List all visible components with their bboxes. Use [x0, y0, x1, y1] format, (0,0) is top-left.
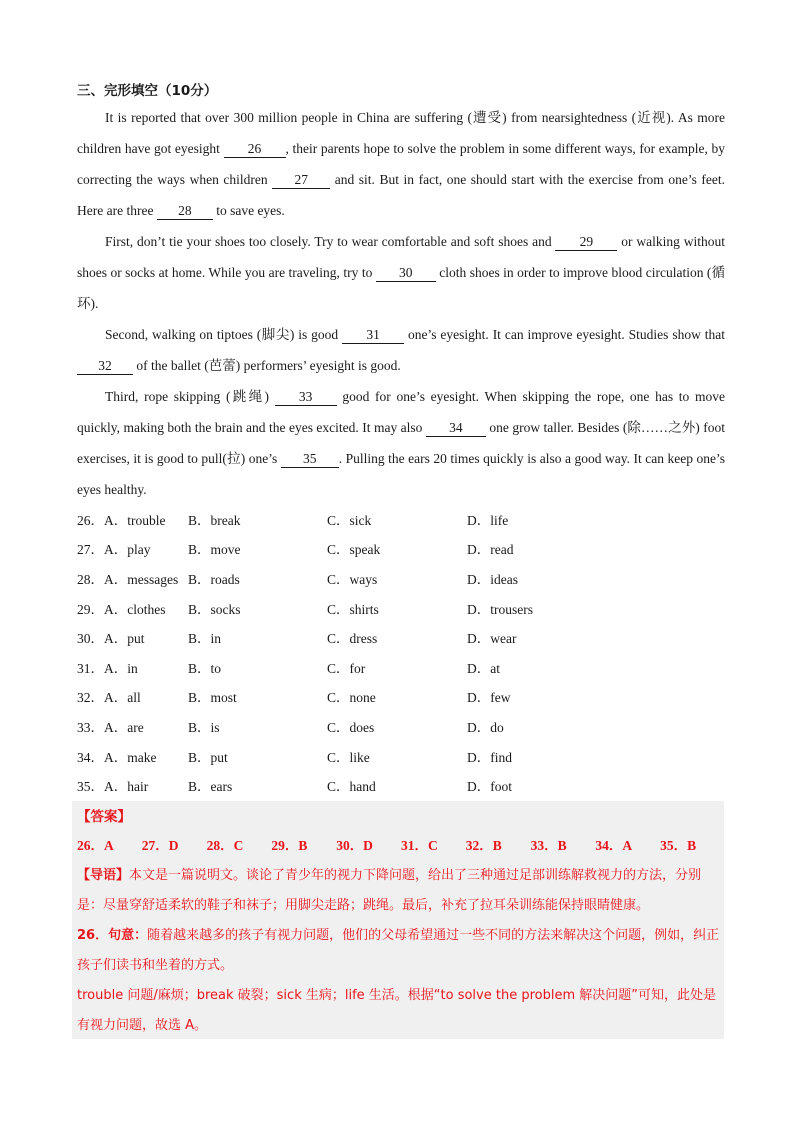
blank-32: 32 — [77, 357, 133, 375]
q26-explanation: trouble 问题/麻烦；break 破裂；sick 生病；life 生活。根据“to solve the problem 解决问题”可知，此处是有视力问题，故选 A。 — [77, 988, 716, 1033]
option-d: D．wear — [467, 631, 517, 647]
option-row — [77, 563, 737, 593]
answer-key: 26．A — [77, 838, 114, 853]
option-d: D．foot — [467, 779, 512, 795]
answer-keys — [77, 831, 725, 861]
text: good for one’s eyesight. When skipping the rope, one has to move quickly, making both the brain and the eyes excited. It may also — [77, 389, 725, 435]
option-d: D．at — [467, 660, 500, 676]
q26-label: 26．句意： — [77, 928, 148, 943]
blank-29: 29 — [555, 233, 617, 251]
option-c: C．hand — [327, 779, 376, 795]
options-list — [77, 504, 737, 800]
option-row — [77, 711, 737, 741]
option-row — [77, 593, 737, 623]
answer-key: 29．B — [271, 838, 308, 853]
option-a: 26．A．trouble — [77, 512, 166, 528]
option-row — [77, 504, 737, 534]
text: First, don’t tie your shoes too closely. Try to wear comfortable and soft shoes and — [105, 234, 556, 249]
text: . Pulling the ears 20 times quickly is also a good way. It can keep one’s eyes healthy. — [77, 451, 726, 497]
option-b: B．put — [188, 749, 228, 765]
text: or walking without shoes or socks at home. While you are traveling, try to — [77, 234, 725, 280]
text: cloth shoes in order to improve blood circulation (循环). — [77, 265, 726, 311]
option-d: D．trousers — [467, 601, 533, 617]
option-row — [77, 652, 737, 682]
blank-35: 35 — [281, 450, 339, 468]
option-b: B．break — [188, 512, 241, 528]
text: and sit. But in fact, one should start with the exercise from one’s feet. Here are three — [77, 172, 725, 218]
option-a: 35．A．hair — [77, 779, 149, 795]
option-d: D．do — [467, 719, 504, 735]
answer-key: 27．D — [141, 838, 179, 853]
option-b: B．move — [188, 542, 241, 558]
paragraph-3 — [77, 319, 725, 381]
guide-text — [77, 861, 725, 921]
answer-key: 34．A — [595, 838, 633, 853]
paragraph-4 — [77, 381, 725, 505]
option-a: 30．A．put — [77, 631, 145, 647]
option-b: B．in — [188, 631, 222, 647]
option-a: 27．A．play — [77, 542, 151, 558]
option-row — [77, 534, 737, 564]
paragraph-1 — [77, 102, 725, 226]
text: of the ballet (芭蕾) performers’ eyesight is good. — [133, 358, 401, 373]
option-c: C．none — [327, 690, 376, 706]
text: one grow taller. Besides (除……之外) foot exercises, it is good to pull(拉) one’s — [77, 420, 725, 466]
option-b: B．is — [188, 719, 220, 735]
text: It is reported that over 300 million people in China are suffering (遭受) from nearsightedness (近视). As more children have got eyesight — [77, 110, 725, 156]
option-b: B．roads — [188, 571, 240, 587]
option-b: B．to — [188, 660, 222, 676]
option-row — [77, 741, 737, 771]
blank-31: 31 — [342, 326, 404, 344]
option-a: 34．A．make — [77, 749, 157, 765]
answer-key: 33．B — [530, 838, 567, 853]
option-b: B．ears — [188, 779, 233, 795]
option-c: C．does — [327, 719, 375, 735]
option-b: B．most — [188, 690, 237, 706]
answer-key: 35．B — [660, 838, 697, 853]
option-a: 33．A．are — [77, 719, 144, 735]
blank-34: 34 — [426, 419, 486, 437]
option-c: C．sick — [327, 512, 372, 528]
text: one’s eyesight. It can improve eyesight. Studies show that — [404, 327, 725, 342]
option-a: 31．A．in — [77, 660, 138, 676]
guide-label: 【导语】 — [77, 868, 130, 883]
option-d: D．life — [467, 512, 509, 528]
option-c: C．speak — [327, 542, 381, 558]
option-d: D．few — [467, 690, 511, 706]
option-c: C．ways — [327, 571, 378, 587]
option-row — [77, 682, 737, 712]
q26-translation — [77, 921, 725, 981]
option-a: 32．A．all — [77, 690, 141, 706]
answer-key: 28．C — [206, 838, 244, 853]
option-c: C．shirts — [327, 601, 379, 617]
option-row — [77, 770, 737, 800]
option-d: D．ideas — [467, 571, 518, 587]
text: Second, walking on tiptoes (脚尖) is good — [105, 327, 343, 342]
answer-key: 30．D — [336, 838, 373, 853]
text: to save eyes. — [212, 203, 285, 218]
answer-key: 31．C — [400, 838, 438, 853]
section-title: 三、完形填空（10分） — [77, 83, 218, 99]
paragraph-2 — [77, 226, 725, 319]
option-b: B．socks — [188, 601, 241, 617]
option-d: D．read — [467, 542, 514, 558]
blank-30: 30 — [376, 264, 436, 282]
text: , their parents hope to solve the problem in some different ways, for example, by correcting the ways when children — [77, 141, 725, 187]
blank-33: 33 — [275, 388, 337, 406]
option-a: 29．A．clothes — [77, 601, 166, 617]
option-a: 28．A．messages — [77, 571, 179, 587]
blank-27: 27 — [272, 171, 330, 189]
text: 随着越来越多的孩子有视力问题，他们的父母希望通过一些不同的方法来解决这个问题，例如，纠正孩子们读书和坐着的方式。 — [77, 928, 720, 973]
option-c: C．like — [327, 749, 370, 765]
option-c: C．dress — [327, 631, 378, 647]
option-row — [77, 622, 737, 652]
blank-26: 26 — [224, 140, 286, 158]
option-d: D．find — [467, 749, 512, 765]
answer-header: 【答案】 — [77, 809, 131, 825]
text: Third, rope skipping (跳绳) — [105, 389, 275, 404]
answer-key: 32．B — [465, 838, 502, 853]
answer-section — [77, 803, 725, 1041]
option-c: C．for — [327, 660, 366, 676]
passage — [77, 102, 725, 505]
blank-28: 28 — [157, 202, 213, 220]
text: 本文是一篇说明文。谈论了青少年的视力下降问题，给出了三种通过足部训练解救视力的方法，分别是：尽量穿舒适柔软的鞋子和袜子；用脚尖走路；跳绳。最后，补充了拉耳朵训练能保持眼睛健康。 — [77, 868, 702, 913]
